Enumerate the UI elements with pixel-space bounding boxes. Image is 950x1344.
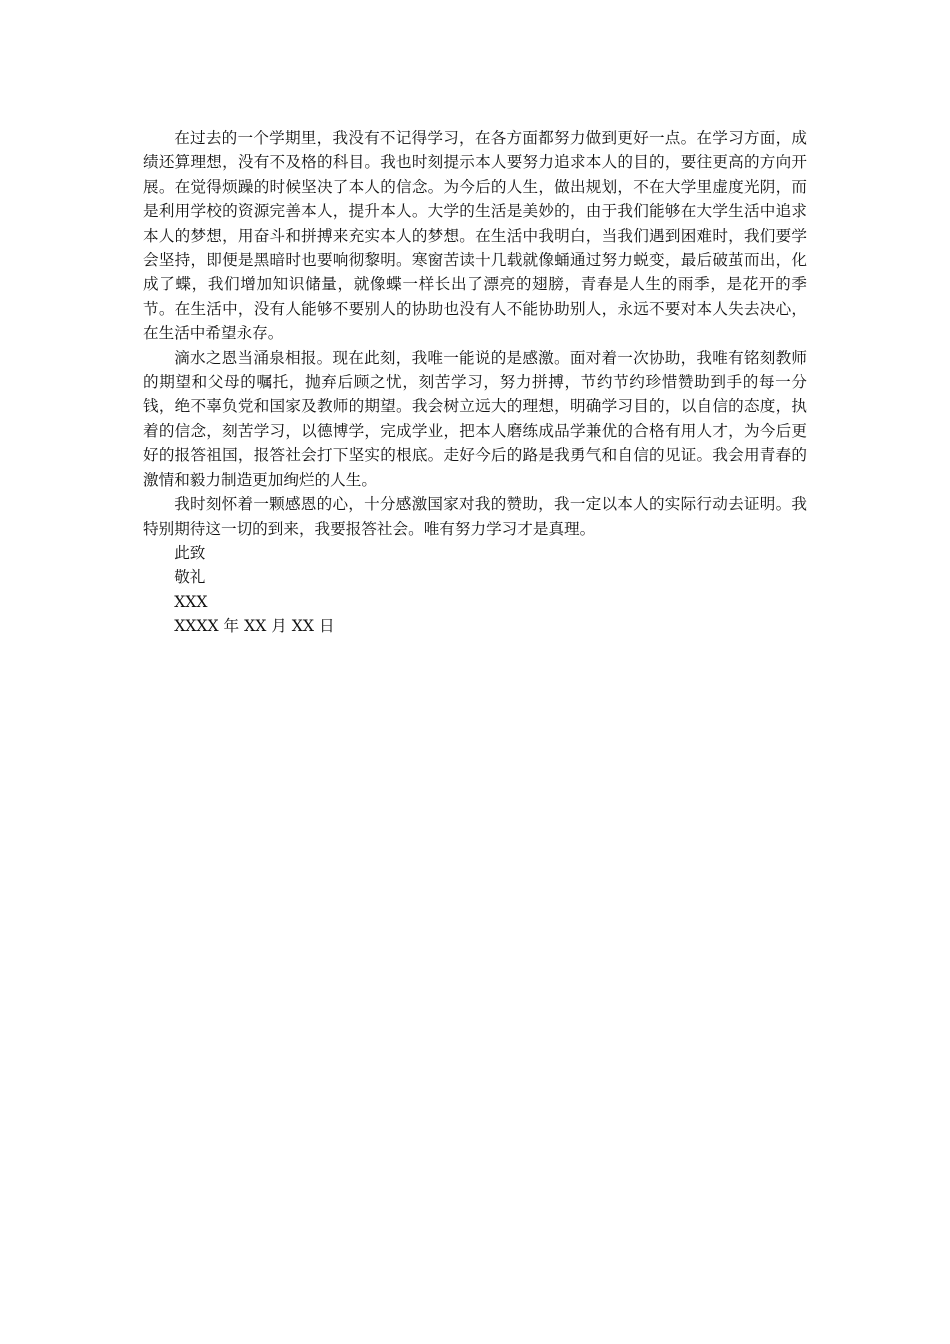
paragraph-2: 滴水之恩当涌泉相报。现在此刻，我唯一能说的是感激。面对着一次协助，我唯有铭刻教师的期望和父母的嘱托，抛弃后顾之忧，刻苦学习，努力拼搏，节约节约珍惜赞助到手的每一分钱，绝不辜负党和国家及教师的期望。我会树立远大的理想，明确学习目的，以自信的态度，执着的信念，刻苦学习，以德博学，完成学业，把本人磨练成品学兼优的合格有用人才，为今后更好的报答祖国，报答社会打下坚实的根底。走好今后的路是我勇气和自信的见证。我会用青春的激情和毅力制造更加绚烂的人生。 bbox=[143, 348, 807, 489]
paragraph-3: 我时刻怀着一颗感恩的心，十分感激国家对我的赞助，我一定以本人的实际行动去证明。我特别期待这一切的到来，我要报答社会。唯有努力学习才是真理。 bbox=[143, 495, 807, 538]
paragraph-1: 在过去的一个学期里，我没有不记得学习，在各方面都努力做到更好一点。在学习方面，成绩还算理想，没有不及格的科目。我也时刻提示本人要努力追求本人的目的，要往更高的方向开展。在觉得烦躁的时候坚决了本人的信念。为今后的人生，做出规划，不在大学里虚度光阴，而是利用学校的资源完善本人，提升本人。大学的生活是美妙的，由于我们能够在大学生活中追求本人的梦想，用奋斗和拼搏来充实本人的梦想。在生活中我明白，当我们遇到困难时，我们要学会坚持，即便是黑暗时也要响彻黎明。寒窗苦读十几载就像蛹通过努力蜕变，最后破茧而出，化成了蝶，我们增加知识储量，就像蝶一样长出了漂亮的翅膀，青春是人生的雨季，是花开的季节。在生活中，没有人能够不要别人的协助也没有人不能协助别人，永远不要对本人失去决心，在生活中希望永存。 bbox=[143, 129, 807, 343]
signature: XXX bbox=[174, 592, 208, 611]
closing-salutation: 此致 bbox=[174, 543, 206, 562]
letter-body bbox=[143, 126, 807, 639]
closing-regards: 敬礼 bbox=[174, 568, 206, 587]
date-line: XXXX 年 XX 月 XX 日 bbox=[174, 617, 335, 636]
